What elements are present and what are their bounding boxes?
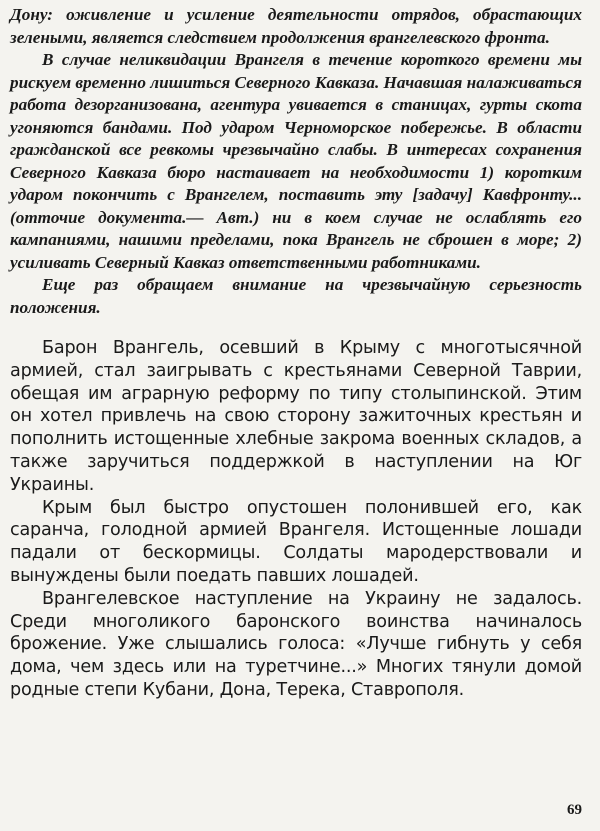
quoted-telegram bbox=[10, 4, 582, 319]
body-paragraph-1: Барон Врангель, осевший в Крыму с многотысячной армией, стал заигрывать с крестьянами Северной Таврии, обещая им аграрную реформу по типу столыпинской. Этим он хотел привлечь на свою сторону зажиточных крестьян и пополнить истощенные хлебные закрома военных складов, а также заручиться поддержкой в наступлении на Юг Украины. bbox=[10, 338, 582, 495]
body-paragraph-3: Врангелевское наступление на Украину не задалось. Среди многоликого баронского воинства начиналось брожение. Уже слышались голоса: «Лучше гибнуть у себя дома, чем здесь или на туретчине...» Многих тянули домой родные степи Кубани, Дона, Терека, Ставрополя. bbox=[10, 588, 582, 700]
main-text bbox=[10, 337, 582, 702]
quote-paragraph-1: Дону: оживление и усиление деятельности отрядов, обрастающих зелеными, является следствием продолжения врангелевского фронта. bbox=[10, 5, 582, 47]
page-number: 69 bbox=[567, 802, 582, 818]
quote-paragraph-2: В случае неликвидации Врангеля в течение короткого времени мы рискуем временно лишиться Северного Кавказа. Начавшая налаживаться работа дезорганизована, агентура увивается в станицах, гурты скота угоняются бандами. Под ударом Черноморское побережье. В области гражданской все ревкомы чрезвычайно слабы. В интересах сохранения Северного Кавказа бюро настаивает на необходимости 1) коротким ударом покончить с Врангелем, поставить эту [задачу] Кавфронту... (отточие документа.— Авт.) ни в коем случае не ослаблять его кампаниями, нашими пределами, пока Врангель не сброшен в море; 2) усиливать Северный Кавказ ответственными работниками. bbox=[10, 50, 582, 272]
body-paragraph-2: Крым был быстро опустошен полонившей его, как саранча, голодной армией Врангеля. Истощенные лошади падали от бескормицы. Солдаты мародерствовали и вынуждены были поедать павших лошадей. bbox=[10, 497, 582, 586]
quote-paragraph-3: Еще раз обращаем внимание на чрезвычайную серьезность положения. bbox=[10, 275, 582, 317]
